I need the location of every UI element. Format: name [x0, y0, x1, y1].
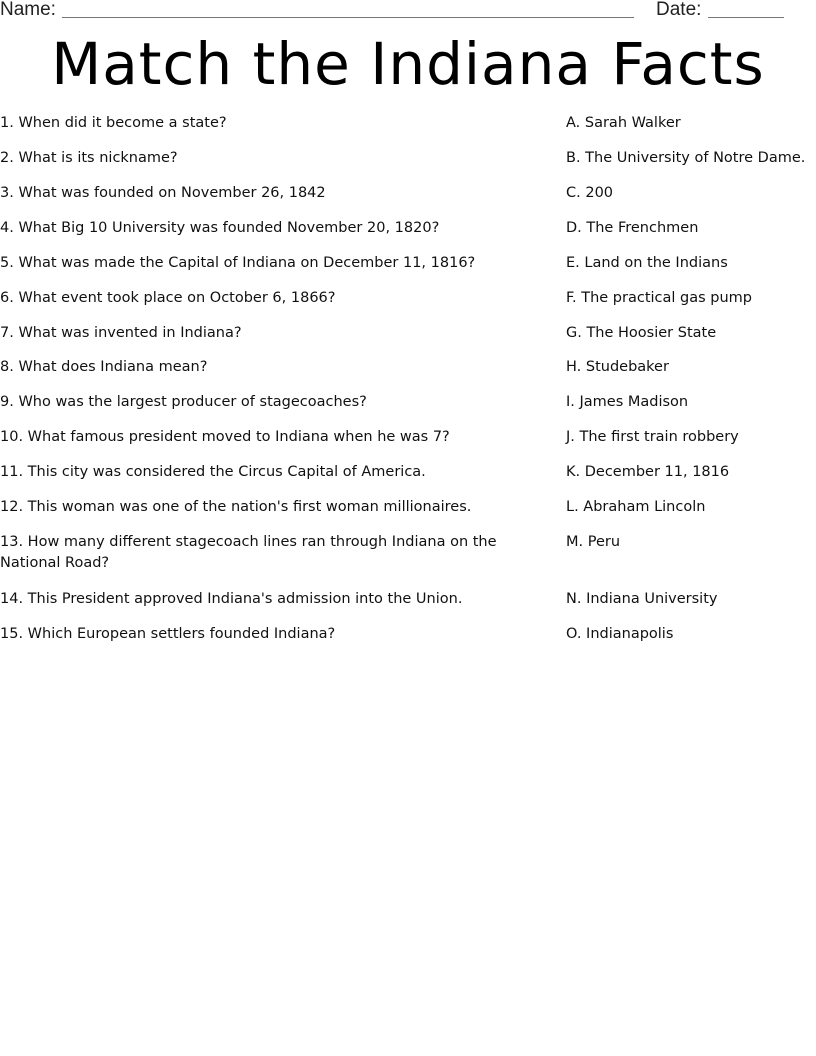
question-item: 9. Who was the largest producer of stagecoaches?: [0, 394, 367, 410]
question-item: 7. What was invented in Indiana?: [0, 325, 242, 341]
question-item: 14. This President approved Indiana's admission into the Union.: [0, 591, 463, 607]
date-field[interactable]: [708, 17, 784, 18]
question-item: 8. What does Indiana mean?: [0, 359, 208, 375]
question-item: 3. What was founded on November 26, 1842: [0, 185, 326, 201]
question-item: 15. Which European settlers founded Indiana?: [0, 626, 336, 642]
question-item: 10. What famous president moved to Indiana when he was 7?: [0, 429, 450, 445]
header-row: [0, 0, 816, 22]
answer-item: O. Indianapolis: [566, 626, 674, 642]
question-item: 11. This city was considered the Circus Capital of America.: [0, 464, 426, 480]
question-item: 4. What Big 10 University was founded November 20, 1820?: [0, 220, 440, 236]
answer-item: I. James Madison: [566, 394, 689, 410]
answer-item: H. Studebaker: [566, 359, 669, 375]
answer-item: K. December 11, 1816: [566, 464, 730, 480]
answer-item: D. The Frenchmen: [566, 220, 699, 236]
answer-item: L. Abraham Lincoln: [566, 499, 706, 515]
name-label: Name:: [0, 0, 56, 20]
question-item: 5. What was made the Capital of Indiana on December 11, 1816?: [0, 255, 476, 271]
answer-item: F. The practical gas pump: [566, 290, 753, 306]
question-item: 13. How many different stagecoach lines ran through Indiana on the National Road?: [0, 534, 497, 571]
answer-item: N. Indiana University: [566, 591, 718, 607]
answer-item: C. 200: [566, 185, 614, 201]
name-field[interactable]: [62, 17, 634, 18]
answer-item: A. Sarah Walker: [566, 115, 681, 131]
answer-item: E. Land on the Indians: [566, 255, 728, 271]
question-item: 6. What event took place on October 6, 1866?: [0, 290, 336, 306]
question-item: 12. This woman was one of the nation's first woman millionaires.: [0, 499, 472, 515]
answer-item: B. The University of Notre Dame.: [566, 150, 806, 166]
question-item: 1. When did it become a state?: [0, 115, 227, 131]
question-item: 2. What is its nickname?: [0, 150, 178, 166]
date-label: Date:: [656, 0, 702, 20]
answer-item: G. The Hoosier State: [566, 325, 717, 341]
answer-item: J. The first train robbery: [566, 429, 739, 445]
page-title: Match the Indiana Facts: [51, 30, 765, 98]
answer-item: M. Peru: [566, 534, 621, 550]
